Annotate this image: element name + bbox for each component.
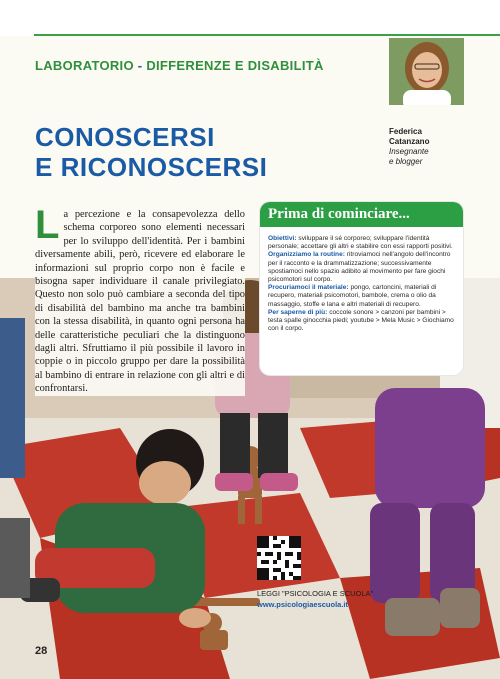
header-rule — [34, 34, 500, 36]
info-box-title: Prima di cominciare... — [268, 206, 410, 222]
info-box — [260, 202, 463, 375]
section-topic: DIFFERENZE E DISABILITÀ — [146, 58, 324, 73]
article-title — [35, 122, 267, 182]
website-link[interactable]: www.psicologiaescuola.it — [257, 600, 348, 609]
qr-label: LEGGI "PSICOLOGIA E SCUOLA" — [257, 589, 374, 598]
page-number: 28 — [35, 645, 48, 657]
section-header — [35, 58, 324, 73]
info-item: Obiettivi: sviluppare il sé corporeo; sviluppare l'identità personale; accettare gli altri e stabilire con essi rapporti positivi. — [268, 235, 453, 251]
drop-cap: L — [35, 203, 60, 247]
author-role: Insegnante — [389, 147, 429, 156]
qr-code-icon[interactable] — [257, 536, 301, 580]
title-line-2: E RICONOSCERSI — [35, 152, 268, 182]
author-first-name: Federica — [389, 127, 422, 136]
section-label: LABORATORIO — [35, 58, 134, 73]
info-item: Organizziamo la routine: ritroviamoci nell'angolo dell'incontro per il racconto e la drammatizzazione; successivamente spostiamoci nello spazio adibito al movimento per fare giochi psicomotori sul corpo. — [268, 251, 451, 284]
info-item: Per saperne di più: coccole sonore > canzoni per bambini > testa spalle ginocchia piedi; youtube > Mela Music > Giochiamo con il corpo. — [268, 308, 454, 333]
article-body — [35, 203, 245, 396]
author-photo — [389, 38, 464, 105]
info-box-body — [268, 235, 458, 333]
author-credit — [389, 127, 429, 167]
body-paragraph: a percezione e la consapevolezza dello schema corporeo sono elementi necessari per lo sviluppo dell'identità. Per i bambini diversamente abili, però, ricevere ed elaborare le informazioni sul proprio corpo non è facile e bisogna saper individuare il canale privilegiato. Questo non solo può cambiare a seconda del tipo di disabilità del bambino ma anche tra bambini con la stessa disabilità, in quanto ogni persona ha delle caratteristiche peculiari che la distinguono dagli altri. Sfruttiamo il più possibile il lavoro in coppie o in piccolo gruppo per dare la possibilità al bambino di entrare in relazione con gli altri e di confrontarsi. — [35, 209, 245, 395]
author-role-2: e blogger — [389, 157, 423, 166]
info-item: Procuriamoci il materiale: pongo, cartoncini, materiali di recupero, materiali psicomotori, bambole, crema o olio da massaggio, stoffe e lana e altri materiali di recupero. — [268, 284, 437, 308]
section-separator: - — [133, 58, 147, 73]
title-line-1: CONOSCERSI — [35, 122, 215, 152]
author-last-name: Catanzano — [389, 137, 430, 146]
top-margin — [0, 0, 500, 36]
qr-caption — [257, 588, 373, 610]
info-box-header — [260, 202, 463, 227]
